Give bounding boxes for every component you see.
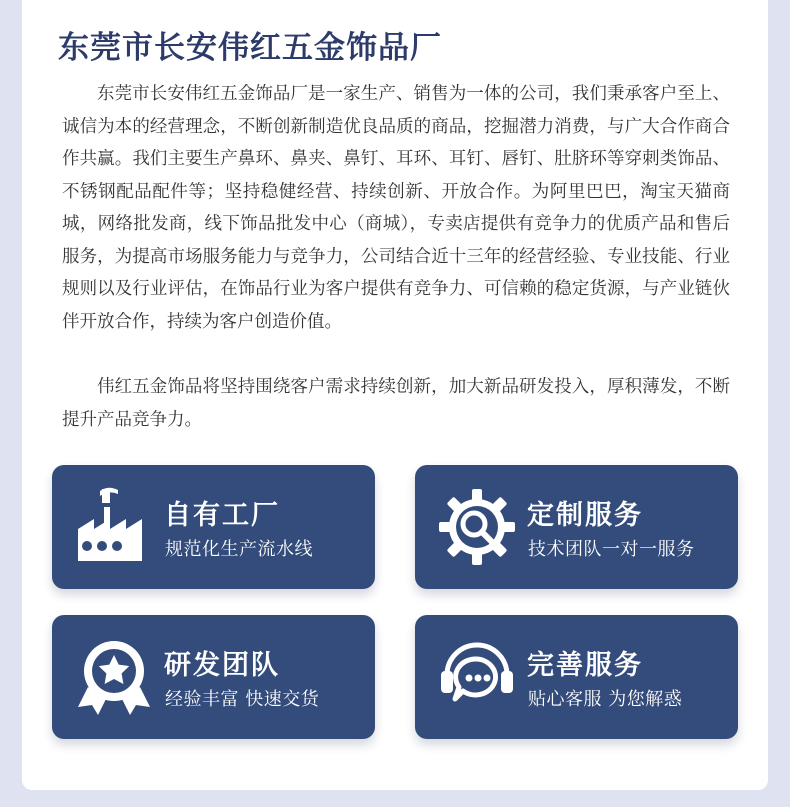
feature-title: 研发团队 [164,650,280,681]
feature-tile-custom-service[interactable] [415,465,738,589]
feature-subtitle: 经验丰富 快速交货 [165,689,320,710]
feature-subtitle: 贴心客服 为您解惑 [528,689,683,710]
star-badge-icon [74,637,154,717]
commitment-paragraph: 伟红五金饰品将坚持围绕客户需求持续创新，加大新品研发投入，厚积薄发，不断提升产品竞争力。 [62,377,730,430]
feature-title: 定制服务 [527,500,643,531]
feature-tile-complete-service[interactable] [415,615,738,739]
feature-subtitle: 技术团队一对一服务 [528,539,695,560]
feature-tile-rd-team[interactable] [52,615,375,739]
headset-chat-icon [437,637,517,717]
intro-paragraph: 东莞市长安伟红五金饰品厂是一家生产、销售为一体的公司，我们秉承客户至上、诚信为本的经营理念，不断创新制造优良品质的商品，挖掘潜力消费，与广大合作商合作共赢。我们主要生产鼻环、鼻夹、鼻钉、耳环、耳钉、唇钉、肚脐环等穿刺类饰品、不锈钢配品配件等；坚持稳健经营、持续创新、开放合作。为阿里巴巴，淘宝天猫商城，网络批发商，线下饰品批发中心（商城），专卖店提供有竞争力的优质产品和售后服务，为提高市场服务能力与竞争力，公司结合近十三年的经营经验、专业技能、行业规则以及行业评估，在饰品行业为客户提供有竞争力、可信赖的稳定货源，与产业链伙伴开放合作，持续为客户创造价值。 [62,84,730,332]
feature-tile-own-factory[interactable] [52,465,375,589]
page-title: 东莞市长安伟红五金饰品厂 [58,30,442,66]
feature-title: 自有工厂 [164,500,280,531]
feature-subtitle: 规范化生产流水线 [165,539,313,560]
gear-search-icon [437,487,517,567]
factory-icon [74,487,154,567]
feature-title: 完善服务 [527,650,643,681]
